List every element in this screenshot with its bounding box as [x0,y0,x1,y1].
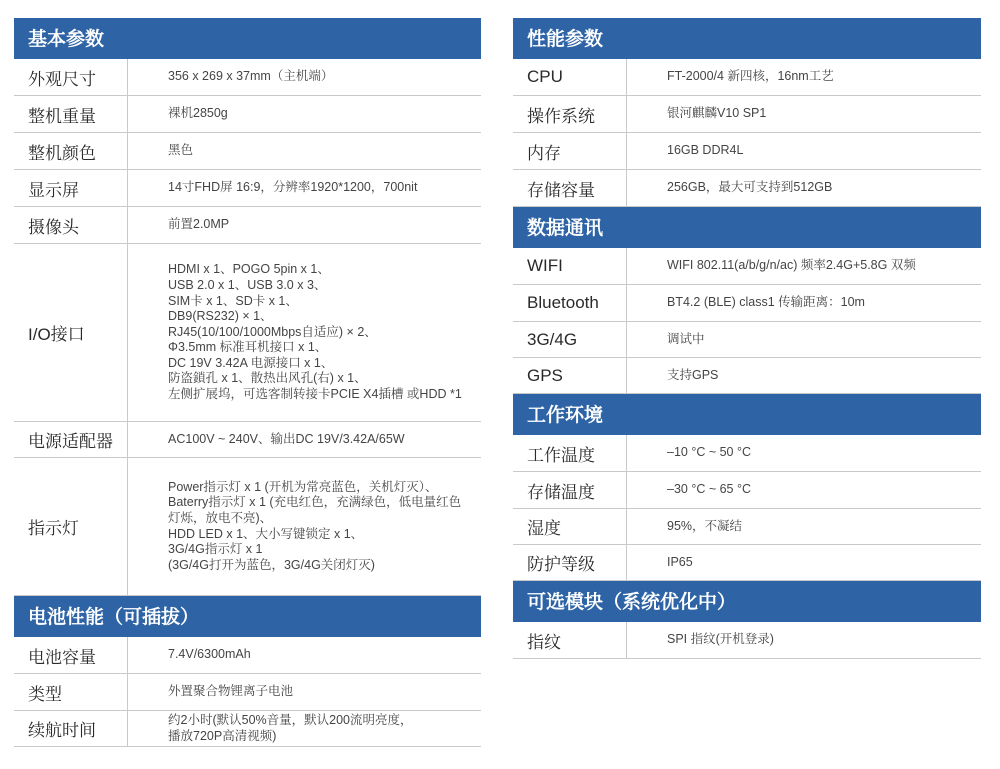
spec-value [128,674,481,710]
spec-row [513,545,981,581]
spec-value-line: DB9(RS232) × 1、 [168,309,273,324]
spec-value [128,244,481,421]
spec-row [14,711,481,747]
spec-value [128,637,481,673]
spec-value-line: 播放720P高清视频) [168,728,277,743]
spec-label: 3G/4G [513,322,627,357]
spec-row [513,358,981,394]
spec-value-line: 银河麒麟V10 SP1 [667,106,767,121]
spec-row [14,207,481,244]
spec-row [513,59,981,96]
spec-value [627,435,981,471]
spec-label: 湿度 [513,509,627,544]
spec-label: 电源适配器 [14,422,128,457]
spec-label: Bluetooth [513,285,627,321]
spec-value-line: –30 °C ~ 65 °C [667,482,752,497]
spec-value-line: 外置聚合物锂离子电池 [168,684,294,699]
spec-value [627,170,981,206]
right-column [513,18,981,659]
spec-label: 整机重量 [14,96,128,132]
spec-label: 摄像头 [14,207,128,243]
spec-value [128,422,481,457]
spec-value-line: 防盗鎖孔 x 1、散热出风孔(右) x 1、 [168,371,367,386]
spec-label: 类型 [14,674,128,710]
spec-row [14,133,481,170]
spec-label: 指示灯 [14,458,128,595]
spec-value-line: –10 °C ~ 50 °C [667,445,752,460]
spec-row [513,509,981,545]
spec-value [627,622,981,658]
spec-value-line: 左侧扩展坞，可选客制转接卡PCIE X4插槽 或HDD *1 [168,387,462,402]
spec-row [14,458,481,596]
spec-row [513,622,981,659]
spec-value-line: 灯烁，放电不亮)、 [168,510,273,525]
spec-value-line: 256GB，最大可支持到512GB [667,180,833,195]
spec-value-line: 3G/4G指示灯 x 1 [168,542,263,557]
spec-label: 显示屏 [14,170,128,206]
left-column [14,18,481,747]
spec-row [14,422,481,458]
spec-label: I/O接口 [14,244,128,421]
section-title: 电池性能（可插拔） [14,596,481,637]
spec-value-line: (3G/4G打开为蓝色，3G/4G关闭灯灭) [168,557,375,572]
spec-value [128,711,481,746]
spec-value [627,545,981,580]
section-title: 工作环境 [513,394,981,435]
section-title: 性能参数 [513,18,981,59]
spec-value [128,59,481,95]
spec-label: 工作温度 [513,435,627,471]
spec-value-line: 14寸FHD屏 16:9，分辨率1920*1200，700nit [168,180,418,195]
spec-value-line: 7.4V/6300mAh [168,647,251,662]
spec-row [513,170,981,207]
spec-value-line: RJ45(10/100/1000Mbps自适应) × 2、 [168,324,377,339]
spec-value [627,322,981,357]
spec-row [513,435,981,472]
rows [513,59,981,207]
spec-value-line: 95%，不凝结 [667,518,743,533]
spec-value-line: USB 2.0 x 1、USB 3.0 x 3、 [168,277,327,292]
spec-value-line: FT-2000/4 新四核，16nm工艺 [667,69,834,84]
spec-row [513,133,981,170]
spec-row [513,96,981,133]
rows [14,59,481,596]
spec-value-line: 裸机2850g [168,106,228,121]
spec-label: 存储容量 [513,170,627,206]
spec-label: 存储温度 [513,472,627,508]
spec-value-line: 黑色 [168,143,194,158]
spec-row [14,674,481,711]
spec-row [513,322,981,358]
spec-value [128,96,481,132]
spec-value-line: HDD LED x 1、大小写键锁定 x 1、 [168,526,364,541]
spec-value-line: AC100V ~ 240V、输出DC 19V/3.42A/65W [168,431,405,446]
section-title: 可选模块（系统优化中） [513,581,981,622]
spec-label: GPS [513,358,627,393]
rows [513,622,981,659]
spec-value-line: DC 19V 3.42A 电源接口 x 1、 [168,355,334,370]
spec-value [627,472,981,508]
rows [14,637,481,747]
spec-value-line: 前置2.0MP [168,217,230,232]
spec-value-line: Baterry指示灯 x 1 (充电红色，充满绿色，低电量红色 [168,495,462,510]
spec-value [627,96,981,132]
spec-value-line: HDMI x 1、POGO 5pin x 1、 [168,262,330,277]
section-basic [14,18,481,596]
spec-label: 操作系统 [513,96,627,132]
spec-value-line: 调试中 [667,331,705,346]
rows [513,248,981,394]
spec-label: CPU [513,59,627,95]
spec-value-line: WIFI 802.11(a/b/g/n/ac) 频率2.4G+5.8G 双频 [667,258,916,273]
spec-label: 内存 [513,133,627,169]
spec-row [513,248,981,285]
spec-label: 外观尺寸 [14,59,128,95]
spec-row [14,244,481,422]
spec-label: 续航时间 [14,711,128,746]
spec-label: 电池容量 [14,637,128,673]
spec-value-line: SIM卡 x 1、SD卡 x 1、 [168,293,298,308]
spec-value [128,207,481,243]
spec-label: 防护等级 [513,545,627,580]
section-optional [513,581,981,659]
section-performance [513,18,981,207]
spec-value-line: IP65 [667,554,693,569]
spec-value [627,248,981,284]
spec-value [627,509,981,544]
spec-row [14,59,481,96]
section-env [513,394,981,581]
section-title: 基本参数 [14,18,481,59]
spec-value-line: BT4.2 (BLE) class1 传输距离：10m [667,295,865,310]
section-title: 数据通讯 [513,207,981,248]
spec-value-line: Power指示灯 x 1 (开机为常亮蓝色，关机灯灭）、 [168,479,438,494]
spec-value-line: Φ3.5mm 标准耳机接口 x 1、 [168,340,328,355]
spec-value [627,133,981,169]
spec-label: 整机颜色 [14,133,128,169]
spec-row [513,472,981,509]
spec-value-line: 约2小时(默认50%音量，默认200流明亮度， [168,712,413,727]
spec-row [14,170,481,207]
spec-value [627,285,981,321]
spec-label: 指纹 [513,622,627,658]
spec-row [14,96,481,133]
section-battery [14,596,481,747]
spec-value-line: 16GB DDR4L [667,143,744,158]
spec-value-line: 356 x 269 x 37mm（主机端） [168,69,334,84]
spec-row [513,285,981,322]
spec-value-line: SPI 指纹(开机登录) [667,632,774,647]
spec-row [14,637,481,674]
spec-label: WIFI [513,248,627,284]
spec-value [128,458,481,595]
section-comm [513,207,981,394]
spec-value [128,133,481,169]
spec-value [627,59,981,95]
spec-value [627,358,981,393]
rows [513,435,981,581]
spec-value-line: 支持GPS [667,367,719,382]
spec-value [128,170,481,206]
